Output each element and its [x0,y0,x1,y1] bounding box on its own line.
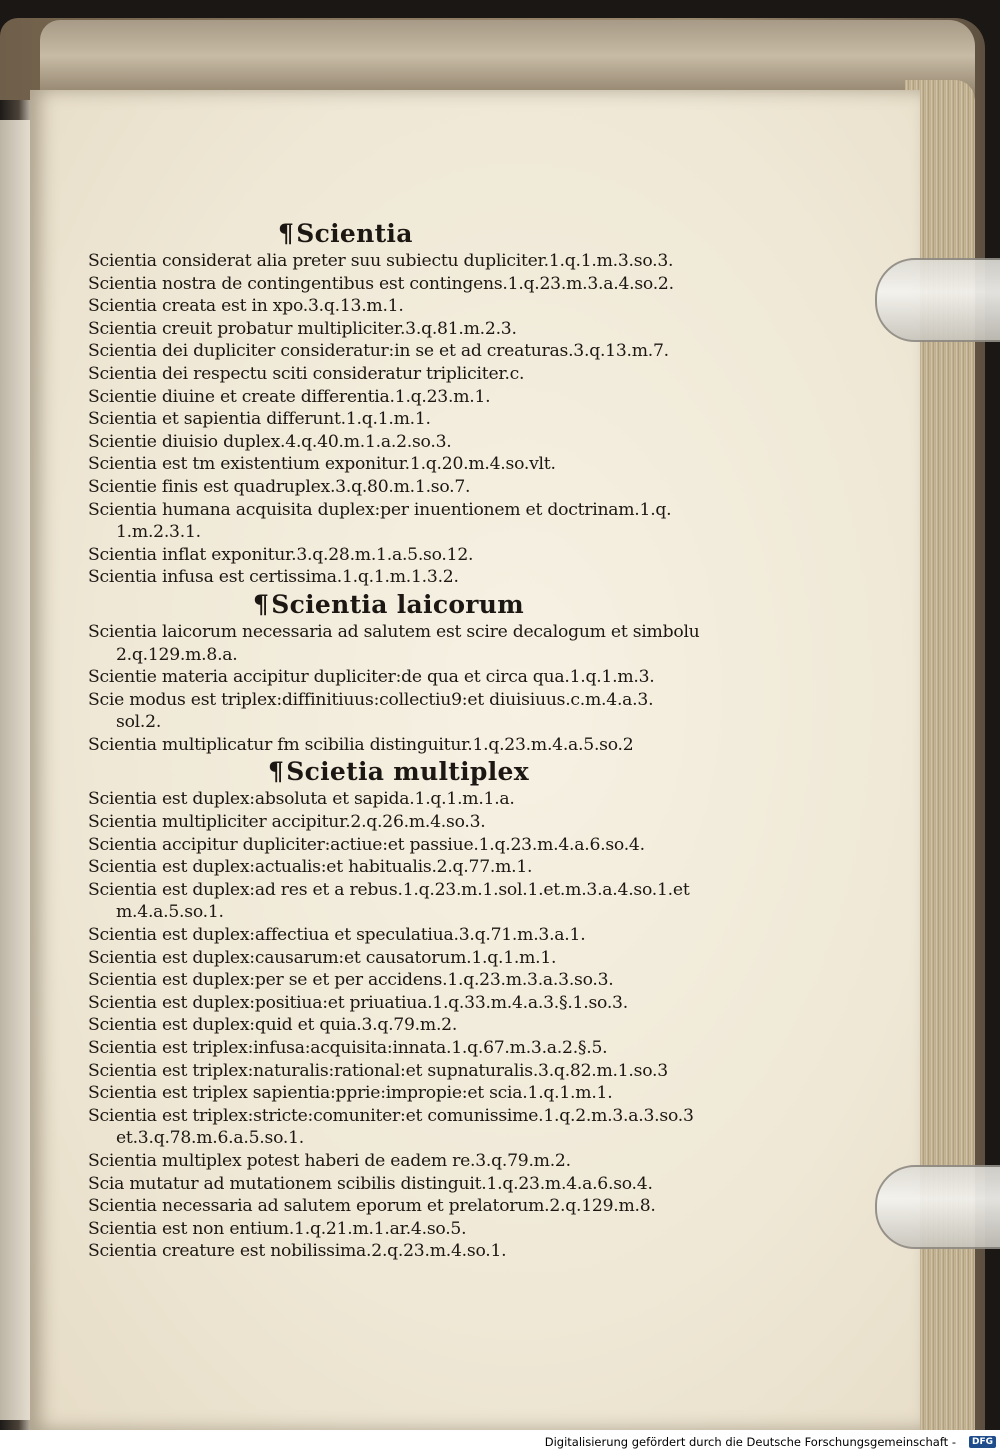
index-entry: Scientia est triplex sapientia:pprie:impropie:et scia.1.q.1.m.1. [88,1083,613,1104]
index-entry: Scientia inflat exponitur.3.q.28.m.1.a.5.so.12. [88,544,474,565]
index-entry: Scientia creata est in xpo.3.q.13.m.1. [88,296,404,317]
index-entry: Scientia est duplex:absoluta et sapida.1.q.1.m.1.a. [88,789,515,810]
index-entry: Scientia est duplex:per se et per accidens.1.q.23.m.3.a.3.so.3. [88,970,614,991]
index-text [88,218,728,1263]
index-entry-continuation: m.4.a.5.so.1. [116,902,224,923]
index-entry-continuation: sol.2. [116,712,162,733]
index-entry: Scientia est duplex:affectiua et speculatiua.3.q.71.m.3.a.1. [88,925,586,946]
index-entry: Scientia laicorum necessaria ad salutem est scire decalogum et simbolu [88,621,700,642]
index-entry: Scie modus est triplex:diffinitiuus:collectiu9:et diuisiuus.c.m.4.a.3. [88,689,654,710]
index-entry: Scientia est duplex:quid et quia.3.q.79.m.2. [88,1015,458,1036]
book-top-edge [40,20,975,100]
index-entry: Scia mutatur ad mutationem scibilis distinguit.1.q.23.m.4.a.6.so.4. [88,1173,653,1194]
section-heading [278,218,728,250]
pilcrow-icon: ¶ [253,589,270,619]
index-entry: Scientia nostra de contingentibus est contingens.1.q.23.m.3.a.4.so.2. [88,273,674,294]
index-entry: Scientie finis est quadruplex.3.q.80.m.1.so.7. [88,476,471,497]
section-heading-text: Scietia multiplex [286,757,529,787]
digitization-credit: Digitalisierung gefördert durch die Deutsche Forschungsgemeinschaft - [544,1435,956,1449]
digitization-footer [0,1430,1000,1455]
index-entry: Scientie diuisio duplex.4.q.40.m.1.a.2.so.3. [88,431,452,452]
index-entry: Scientia est tm existentium exponitur.1.q.20.m.4.so.vlt. [88,454,556,475]
index-entry: Scientia creuit probatur multipliciter.3.q.81.m.2.3. [88,318,517,339]
index-entry: Scientia multipliciter accipitur.2.q.26.m.4.so.3. [88,812,486,833]
index-entry: Scientia et sapientia differunt.1.q.1.m.1. [88,409,431,430]
dfg-logo: DFG [969,1436,996,1448]
section-heading [253,589,728,621]
page-clip-bottom [875,1165,1000,1249]
index-entry-continuation: 2.q.129.m.8.a. [116,644,238,665]
index-entry: Scientia est non entium.1.q.21.m.1.ar.4.so.5. [88,1218,467,1239]
section-heading [268,756,728,788]
index-entry: Scientia dei dupliciter consideratur:in se et ad creaturas.3.q.13.m.7. [88,341,669,362]
index-entry: Scientia est triplex:stricte:comuniter:et comunissime.1.q.2.m.3.a.3.so.3 [88,1105,694,1126]
index-entry: Scientia multiplicatur fm scibilia distinguitur.1.q.23.m.4.a.5.so.2 [88,734,634,755]
index-entry: Scientia creature est nobilissima.2.q.23.m.4.so.1. [88,1241,507,1262]
index-entry: Scientia necessaria ad salutem eporum et prelatorum.2.q.129.m.8. [88,1196,656,1217]
index-entry: Scientie diuine et create differentia.1.q.23.m.1. [88,386,491,407]
index-entry: Scientia infusa est certissima.1.q.1.m.1.3.2. [88,567,459,588]
index-entry: Scientia humana acquisita duplex:per inuentionem et doctrinam.1.q. [88,499,672,520]
index-entry: Scientia est duplex:positiua:et priuatiua.1.q.33.m.4.a.3.§.1.so.3. [88,992,628,1013]
page-clip-top [875,258,1000,342]
index-entry: Scientia est duplex:actualis:et habitualis.2.q.77.m.1. [88,857,533,878]
pilcrow-icon: ¶ [268,757,285,787]
index-entry-continuation: et.3.q.78.m.6.a.5.so.1. [116,1128,304,1149]
index-entry: Scientia accipitur dupliciter:actiue:et passiue.1.q.23.m.4.a.6.so.4. [88,834,645,855]
index-entry-continuation: 1.m.2.3.1. [116,522,201,543]
index-entry: Scientia multiplex potest haberi de eadem re.3.q.79.m.2. [88,1150,571,1171]
index-entry: Scientia est triplex:infusa:acquisita:innata.1.q.67.m.3.a.2.§.5. [88,1038,608,1058]
index-entry: Scientia dei respectu sciti consideratur tripliciter.c. [88,363,525,384]
index-entry: Scientia est duplex:causarum:et causatorum.1.q.1.m.1. [88,947,557,968]
pilcrow-icon: ¶ [278,219,295,248]
index-entry: Scientia est triplex:naturalis:rational:et supnaturalis.3.q.82.m.1.so.3 [88,1060,668,1081]
section-heading-text: Scientia laicorum [271,589,525,619]
index-entry: Scientie materia accipitur dupliciter:de qua et circa qua.1.q.1.m.3. [88,667,655,688]
left-page-strip [0,120,33,1420]
index-entry: Scientia considerat alia preter suu subiectu dupliciter.1.q.1.m.3.so.3. [88,251,674,271]
section-heading-text: Scientia [296,219,413,248]
index-entry: Scientia est duplex:ad res et a rebus.1.q.23.m.1.sol.1.et.m.3.a.4.so.1.et [88,879,690,900]
